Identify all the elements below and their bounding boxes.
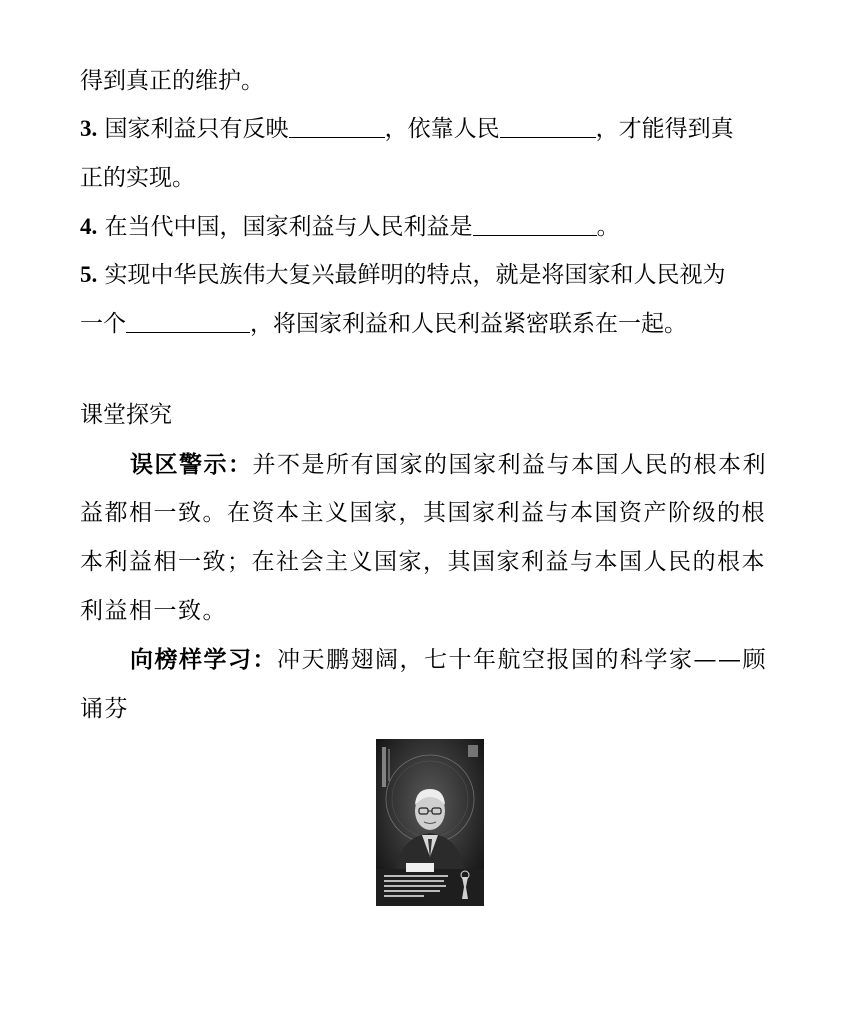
- text-line: 得到真正的维护。: [80, 68, 264, 94]
- question-4: 4. 在当代中国，国家利益与人民利益是 。: [80, 214, 620, 240]
- question-number: 5.: [80, 262, 98, 287]
- answer-blank: [126, 310, 250, 333]
- question-number: 3.: [80, 116, 98, 141]
- answer-blank: [473, 213, 597, 236]
- text-line: 诵芬: [80, 696, 129, 722]
- text-line: 利益相一致。: [80, 598, 227, 624]
- question-3: 3. 国家利益只有反映 ，依靠人民 ，才能得到真: [80, 116, 734, 142]
- question-5: 5. 实现中华民族伟大复兴最鲜明的特点，就是将国家和人民视为: [80, 262, 726, 288]
- question-number: 4.: [80, 214, 98, 239]
- role-model-paragraph: 向榜样学习：冲天鹏翅阔，七十年航空报国的科学家——顾: [130, 647, 767, 673]
- answer-blank: [500, 115, 596, 138]
- text-line: 益都相一致。在资本主义国家，其国家利益与本国资产阶级的根: [80, 500, 766, 526]
- section-title: 课堂探究: [80, 402, 172, 428]
- warning-label: 误区警示：: [130, 452, 253, 478]
- text-line: 一个 ，将国家利益和人民利益紧密联系在一起。: [80, 311, 687, 337]
- portrait-photo: [376, 739, 484, 906]
- text-line: 本利益相一致；在社会主义国家，其国家利益与本国人民的根本: [80, 549, 766, 575]
- text-line: 正的实现。: [80, 165, 195, 191]
- answer-blank: [289, 115, 385, 138]
- warning-paragraph: 误区警示：并不是所有国家的国家利益与本国人民的根本利: [130, 452, 767, 478]
- model-label: 向榜样学习：: [130, 647, 277, 673]
- portrait-image: [376, 739, 484, 906]
